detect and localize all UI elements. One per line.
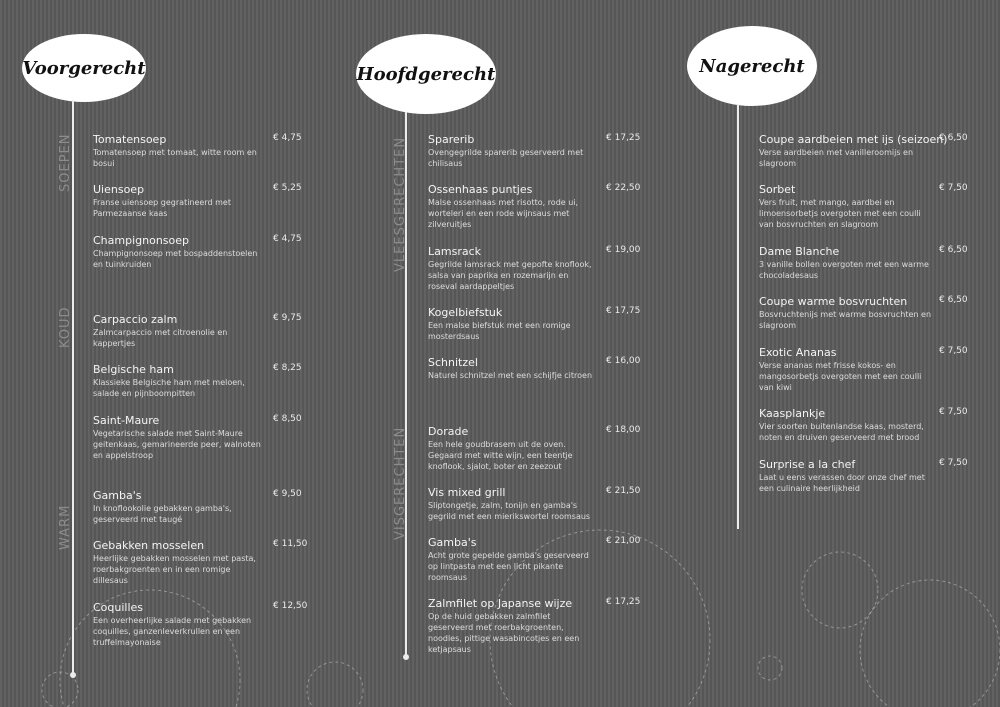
item-description: Gegrilde lamsrack met gepofte knoflook, salsa van paprika en rozemarijn en roseval aardappeltjes (428, 260, 592, 291)
item-description: Champignonsoep met bospaddenstoelen en tuinkruiden (93, 249, 258, 269)
item-price: € 17,25 (606, 597, 641, 607)
menu-item (759, 458, 994, 494)
item-price: € 11,50 (273, 539, 308, 549)
menu-item (759, 245, 994, 281)
item-price: € 22,50 (606, 183, 641, 193)
item-price: € 8,25 (273, 363, 302, 373)
section-title: Hoofdgerecht (356, 63, 496, 85)
item-name: Coquilles (93, 601, 144, 614)
item-name: Vis mixed grill (428, 486, 506, 499)
item-name: Zalmfilet op Japanse wijze (428, 597, 573, 610)
item-price: € 5,25 (273, 183, 302, 193)
item-name: Surprise a la chef (759, 458, 856, 471)
item-name: Belgische ham (93, 363, 174, 376)
item-description: Verse ananas met frisse kokos- en mangosorbetjs overgoten met een coulli van kiwi (759, 361, 922, 392)
item-description: Bosvruchtenijs met warme bosvruchten en slagroom (759, 310, 932, 330)
menu-column-voorgerecht (0, 0, 333, 707)
stem-end-dot (70, 672, 76, 678)
menu-item (759, 407, 994, 443)
item-price: € 4,75 (273, 234, 302, 244)
item-price: € 18,00 (606, 425, 641, 435)
menu-item (93, 539, 323, 586)
category-label-koud: KOUD (58, 306, 73, 348)
section-heading-nagerecht (687, 26, 817, 106)
menu-item (93, 133, 323, 169)
item-name: Dame Blanche (759, 245, 840, 258)
item-price: € 8,50 (273, 414, 302, 424)
menu-item (428, 245, 658, 292)
item-price: € 17,25 (606, 133, 641, 143)
menu-column-nagerecht (667, 0, 1000, 707)
item-price: € 21,50 (606, 486, 641, 496)
item-description: Heerlijke gebakken mosselen met pasta, roerbakgroenten en in een romige dillesaus (93, 554, 256, 585)
menu-item (759, 133, 994, 169)
item-description: Op de huid gebakken zalmfilet geserveerd met roerbakgroenten, noodles, pittige wasabincotjes en een ketjapsaus (428, 612, 580, 654)
item-description: Vers fruit, met mango, aardbei en limoensorbetjs overgoten met een coulli van bosvruchten en slagroom (759, 198, 921, 229)
item-description: Een overheerlijke salade met gebakken coquilles, ganzenleverkrullen en een truffelmayonaise (93, 616, 252, 647)
item-description: Zalmcarpaccio met citroenolie en kappertjes (93, 328, 228, 348)
item-name: Gamba's (93, 489, 142, 502)
item-description: Klassieke Belgische ham met meloen, salade en pijnboompitten (93, 378, 245, 398)
item-price: € 4,75 (273, 133, 302, 143)
item-name: Ossenhaas puntjes (428, 183, 533, 196)
item-price: € 7,50 (939, 183, 968, 193)
item-price: € 7,50 (939, 458, 968, 468)
item-price: € 7,50 (939, 407, 968, 417)
section-title: Voorgerecht (22, 57, 146, 79)
menu-item (759, 183, 994, 230)
item-name: Uiensoep (93, 183, 145, 196)
menu-item (93, 601, 323, 648)
item-price: € 21,00 (606, 536, 641, 546)
item-name: Exotic Ananas (759, 346, 837, 359)
menu-item (93, 489, 323, 525)
item-description: Verse aardbeien met vanilleroomijs en slagroom (759, 148, 914, 168)
item-name: Schnitzel (428, 356, 478, 369)
item-description: Acht grote gepelde gamba's geserveerd op lintpasta met een licht pikante roomsaus (428, 551, 589, 582)
item-price: € 6,50 (939, 133, 968, 143)
item-name: Gebakken mosselen (93, 539, 205, 552)
item-description: Naturel schnitzel met een schijfje citroen (428, 371, 593, 380)
item-price: € 6,50 (939, 245, 968, 255)
menu-item (428, 133, 658, 169)
menu-item (93, 313, 323, 349)
item-name: Coupe aardbeien met ijs (seizoen) (759, 133, 948, 146)
item-name: Kaasplankje (759, 407, 826, 420)
stem-end-dot (403, 654, 409, 660)
menu-item (428, 183, 658, 230)
item-name: Kogelbiefstuk (428, 306, 503, 319)
item-price: € 7,50 (939, 346, 968, 356)
item-price: € 16,00 (606, 356, 641, 366)
menu-item (428, 356, 658, 381)
item-name: Saint-Maure (93, 414, 160, 427)
item-price: € 9,50 (273, 489, 302, 499)
item-name: Lamsrack (428, 245, 481, 258)
menu-item (93, 183, 323, 219)
menu-item (93, 234, 323, 270)
item-name: Sorbet (759, 183, 796, 196)
item-name: Tomatensoep (93, 133, 167, 146)
menu-item (428, 486, 658, 522)
item-description: Laat u eens verassen door onze chef met een culinaire heerlijkheid (759, 473, 925, 493)
item-price: € 9,75 (273, 313, 302, 323)
section-heading-voorgerecht (22, 34, 146, 102)
item-price: € 12,50 (273, 601, 308, 611)
section-heading-hoofdgerecht (356, 34, 496, 114)
item-price: € 6,50 (939, 295, 968, 305)
menu-item (93, 363, 323, 399)
item-description: Tomatensoep met tomaat, witte room en bosui (93, 148, 257, 168)
menu-item (759, 346, 994, 393)
item-name: Champignonsoep (93, 234, 190, 247)
category-label-warm: WARM (58, 504, 73, 550)
item-description: Vier soorten buitenlandse kaas, mosterd, noten en druiven geserveerd met brood (759, 422, 924, 442)
item-name: Gamba's (428, 536, 477, 549)
category-label-visgerechten: VISGERECHTEN (393, 426, 408, 540)
item-price: € 19,00 (606, 245, 641, 255)
item-description: Vegetarische salade met Saint-Maure geitenkaas, gemarineerde peer, walnoten en appelstroop (93, 429, 261, 460)
item-price: € 17,75 (606, 306, 641, 316)
menu-item (759, 295, 994, 331)
item-name: Coupe warme bosvruchten (759, 295, 908, 308)
menu-item (93, 414, 323, 461)
menu-item (428, 536, 658, 583)
category-label-soepen: SOEPEN (58, 133, 73, 192)
item-description: 3 vanille bollen overgoten met een warme chocoladesaus (759, 260, 929, 280)
item-name: Sparerib (428, 133, 475, 146)
item-description: Een malse biefstuk met een romige mosterdsaus (428, 321, 571, 341)
category-label-vleesgerechten: VLEESGERECHTEN (393, 136, 408, 272)
item-description: Franse uiensoep gegratineerd met Parmezaanse kaas (93, 198, 231, 218)
menu-item (428, 425, 658, 472)
menu-item (428, 306, 658, 342)
item-name: Carpaccio zalm (93, 313, 178, 326)
item-description: Ovengegrilde sparerib geserveerd met chilisaus (428, 148, 584, 168)
item-description: Een hele goudbrasem uit de oven. Gegaard met witte wijn, een teentje knoflook, sjalot, boter en zeezout (428, 440, 573, 471)
menu-item (428, 597, 658, 655)
section-title: Nagerecht (699, 55, 805, 77)
menu-column-hoofdgerecht (333, 0, 667, 707)
item-description: Malse ossenhaas met risotto, rode ui, worteleri en een rode wijnsaus met zilveruitjes (428, 198, 579, 229)
item-name: Dorade (428, 425, 469, 438)
item-description: In knoflookolie gebakken gamba's, geserveerd met taugé (93, 504, 232, 524)
item-description: Sliptongetje, zalm, tonijn en gamba's gegrild met een mierikswortel roomsaus (428, 501, 591, 521)
section-stem (737, 104, 739, 529)
